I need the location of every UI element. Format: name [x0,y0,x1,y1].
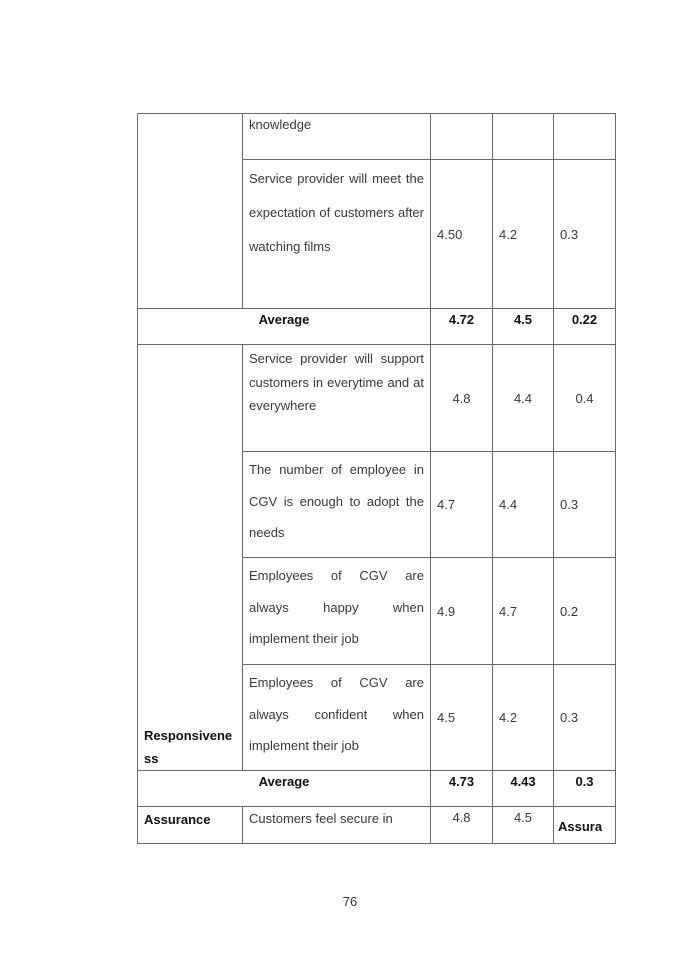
description-text: Service provider will meet the expectation of customers after watching films [249,171,424,254]
average-value: 0.22 [571,312,598,327]
value-cell-3 [554,160,616,309]
average-label: Average [258,774,310,789]
description-text: Service provider will support customers in everytime and at everywhere [249,351,424,413]
data-table [137,113,616,844]
value-text: 4.8 [452,810,471,825]
value-cell-2 [493,807,554,844]
average-value: 0.3 [575,774,594,789]
table-row [138,345,616,452]
average-label-cell [138,771,431,807]
value-text: 0.3 [560,226,579,242]
value-text: 0.3 [560,497,579,512]
description-text: Employees of CGV are always happy when implement their job [249,568,424,646]
description-cell [243,558,431,665]
average-row [138,309,616,345]
value-text: 0.3 [560,710,579,725]
table-row [138,114,616,160]
value-cell-3 [554,114,616,160]
value-cell-1 [431,807,493,844]
value-cell-1 [431,665,493,771]
value-cell-1 [431,160,493,309]
description-cell [243,114,431,160]
value-text: 4.2 [499,226,518,242]
average-value-cell-2 [493,771,554,807]
value-text: 0.2 [560,603,579,619]
average-value: 4.43 [510,774,536,789]
value-text: 4.2 [499,710,518,725]
description-text: knowledge [249,117,312,132]
average-value-cell-1 [431,309,493,345]
table-row [138,807,616,844]
value-text: 4.4 [513,390,533,406]
value-text: 4.9 [437,603,456,619]
average-label: Average [258,312,310,327]
description-cell [243,452,431,558]
value-cell-2 [493,558,554,665]
value-cell-3 [554,807,616,844]
description-text: The number of employee in CGV is enough to adopt the needs [249,462,424,540]
value-cell-2 [493,452,554,558]
average-value: 4.5 [513,312,533,327]
average-row [138,771,616,807]
description-cell [243,665,431,771]
page-number: 76 [342,894,358,909]
value-cell-3 [554,452,616,558]
value-text: 4.8 [452,390,471,406]
category-cell-responsiveness [138,345,243,771]
value-text: 4.50 [437,226,463,242]
value-cell-3 [554,558,616,665]
category-label: Assurance [144,812,211,827]
average-value-cell-3 [554,309,616,345]
value-cell-2 [493,160,554,309]
description-cell [243,807,431,844]
value-cell-2 [493,114,554,160]
value-cell-3 [554,665,616,771]
description-text: Customers feel secure in [249,811,393,826]
average-value-cell-3 [554,771,616,807]
value-text: 4.4 [499,497,518,512]
value-text: 4.7 [499,603,518,619]
value-cell-3 [554,345,616,452]
value-cell-1 [431,345,493,452]
description-cell [243,345,431,452]
value-cell-1 [431,114,493,160]
value-cell-2 [493,665,554,771]
value-text: 4.5 [513,810,533,825]
average-value-cell-2 [493,309,554,345]
average-value-cell-1 [431,771,493,807]
category-label: Responsiveness [144,728,233,766]
value-text: Assura [558,819,603,834]
category-cell-empty [138,114,243,309]
average-value: 4.72 [448,312,475,327]
value-text: 0.4 [575,390,594,406]
average-value: 4.73 [448,774,475,789]
value-text: 4.7 [437,497,456,512]
value-cell-2 [493,345,554,452]
average-label-cell [138,309,431,345]
value-cell-1 [431,558,493,665]
description-text: Employees of CGV are always confident when implement their job [249,675,424,753]
description-cell [243,160,431,309]
category-cell-assurance [138,807,243,844]
value-cell-1 [431,452,493,558]
value-text: 4.5 [437,710,456,725]
